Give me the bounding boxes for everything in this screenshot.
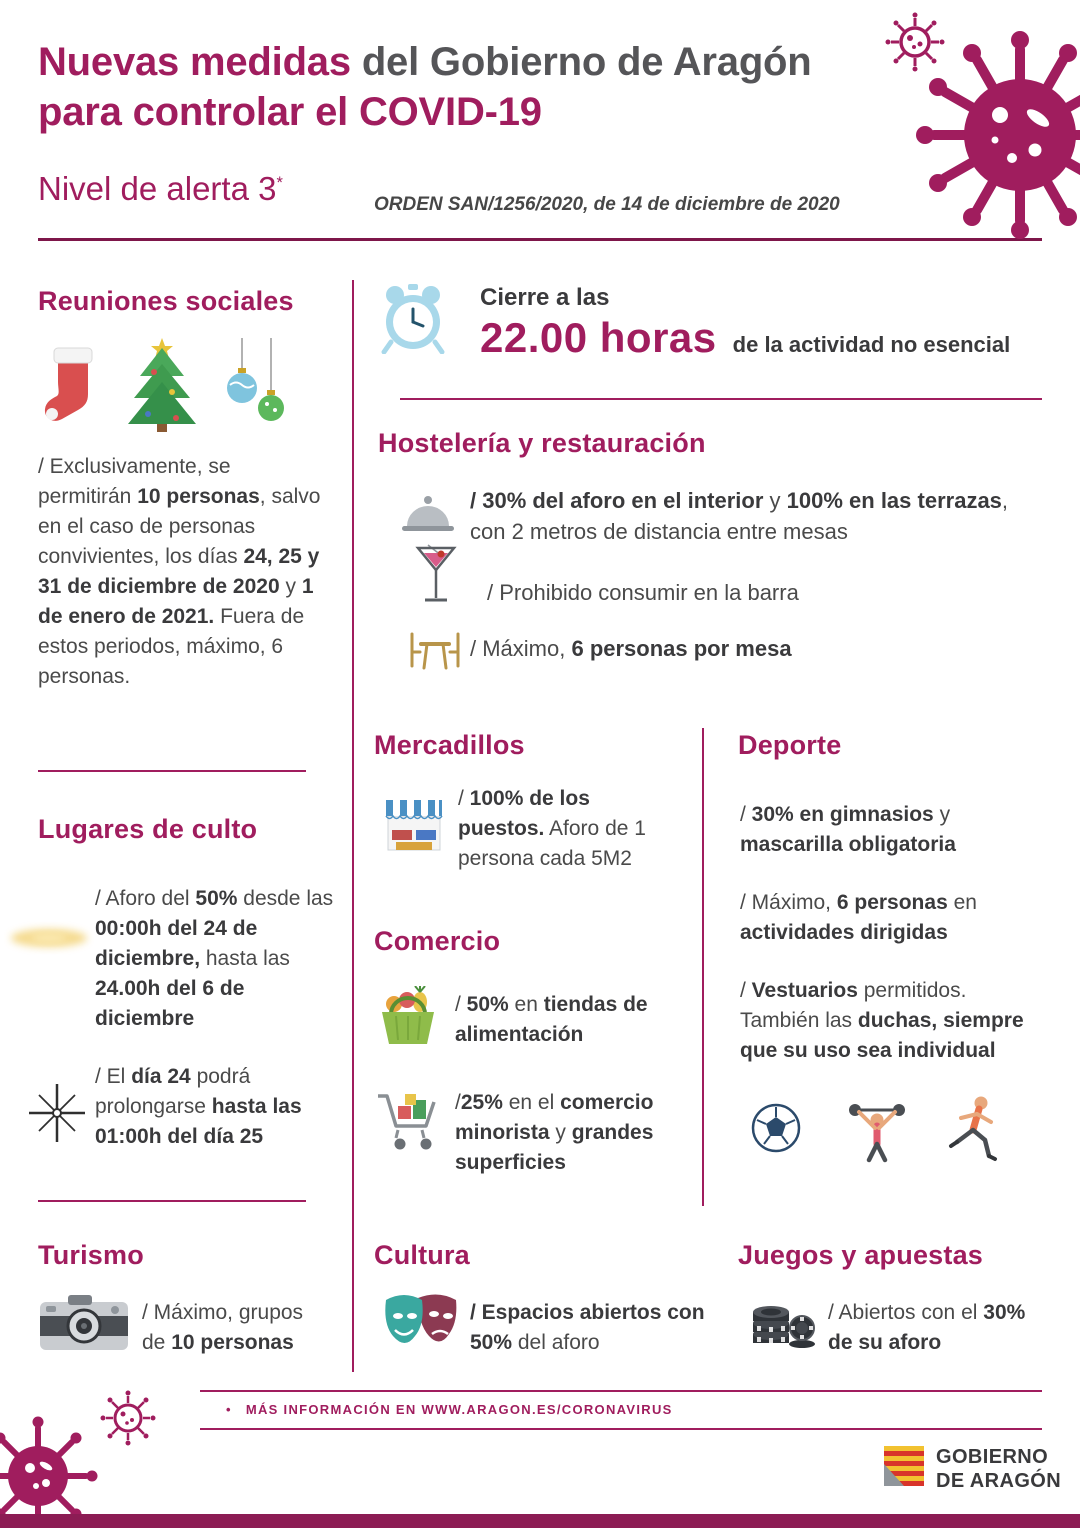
soccer-ball-icon	[750, 1102, 802, 1154]
page-title: Nuevas medidas del Gobierno de Aragón para controlar el COVID-19	[38, 40, 812, 134]
info-prefix: MÁS INFORMACIÓN EN	[245, 1402, 422, 1417]
cultura-text: / Espacios abiertos con 50% del aforo	[470, 1301, 705, 1355]
hosteleria-item-3: / Máximo, 6 personas por mesa	[470, 636, 792, 661]
gov-line-1: GOBIERNO	[936, 1446, 1049, 1468]
closure-time: 22.00 horas	[480, 314, 717, 361]
closure-scope: de la actividad no esencial	[732, 332, 1011, 357]
hosteleria-item-2: / Prohibido consumir en la barra	[487, 580, 799, 605]
market-stall-icon	[382, 792, 446, 854]
closure-block	[480, 284, 1010, 362]
divider	[200, 1428, 1042, 1430]
virus-icon	[880, 0, 1080, 250]
deporte-item-2: / Máximo, 6 personas en actividades dirigidas	[740, 891, 977, 945]
running-icon	[945, 1094, 1001, 1164]
section-heading-mercadillos: Mercadillos	[374, 730, 525, 760]
divider	[400, 398, 1042, 400]
gov-line-2: DE ARAGÓN	[936, 1469, 1062, 1492]
divider	[200, 1390, 1042, 1392]
info-url: WWW.ARAGON.ES/CORONAVIRUS	[421, 1402, 673, 1417]
mercadillos-text: / 100% de los puestos. Aforo de 1 persona cada 5M2	[458, 787, 646, 871]
section-heading-turismo: Turismo	[38, 1240, 144, 1270]
bullet: •	[226, 1402, 232, 1417]
alarm-clock-icon	[378, 282, 448, 354]
deporte-item-3: / Vestuarios permitidos. También las duchas, siempre que su uso sea individual	[740, 979, 1024, 1063]
government-logo-text	[936, 1446, 1061, 1493]
turismo-text: / Máximo, grupos de 10 personas	[142, 1301, 304, 1355]
shopping-cart-icon	[374, 1084, 442, 1156]
culto-item-2: / El día 24 podrá prolongarse hasta las 01:00h del día 25	[95, 1065, 302, 1149]
deporte-items	[740, 800, 1046, 1066]
comercio-item-2: /25% en el comercio minorista y grandes superficies	[455, 1091, 654, 1175]
bottom-bar	[0, 1514, 1080, 1528]
theater-masks-icon	[382, 1292, 462, 1354]
hosteleria-item-1: / 30% del aforo en el interior y 100% en las terrazas, con 2 metros de distancia entre mesas	[470, 488, 1009, 544]
closure-intro: Cierre a las	[480, 284, 610, 311]
deporte-item-1: / 30% en gimnasios y mascarilla obligatoria	[740, 803, 956, 857]
poker-chips-icon	[745, 1290, 815, 1352]
serving-dish-icon	[400, 490, 456, 536]
camera-icon	[38, 1292, 130, 1354]
section-heading-culto: Lugares de culto	[38, 814, 258, 844]
comercio-item-1: / 50% en tiendas de alimentación	[455, 993, 648, 1047]
section-heading-reuniones: Reuniones sociales	[38, 286, 294, 316]
candle-glow-icon	[4, 916, 94, 960]
divider	[38, 1200, 306, 1202]
more-info	[226, 1402, 673, 1417]
section-heading-hosteleria: Hostelería y restauración	[378, 428, 706, 458]
virus-icon	[0, 1388, 170, 1514]
section-heading-deporte: Deporte	[738, 730, 842, 760]
divider	[38, 770, 306, 772]
stocking-icon	[40, 342, 104, 426]
culto-item-1: / Aforo del 50% desde las 00:00h del 24 de diciembre, hasta las 24.00h del 6 de diciembre	[95, 887, 334, 1031]
christmas-tree-icon	[120, 334, 204, 432]
juegos-text: / Abiertos con el 30% de su aforo	[828, 1301, 1026, 1355]
reuniones-text: / Exclusivamente, se permitirán 10 personas, salvo en el caso de personas convivientes, los días 24, 25 y 31 de diciembre de 2020 y 1 de enero de 2021. Fuera de estos periodos, máximo, 6 personas.	[38, 455, 321, 689]
section-heading-comercio: Comercio	[374, 926, 501, 956]
sparkle-star-icon	[26, 1082, 88, 1144]
section-heading-juegos: Juegos y apuestas	[738, 1240, 984, 1270]
alert-level-text: Nivel de alerta 3	[38, 170, 277, 207]
alert-level	[38, 170, 283, 208]
vertical-divider	[352, 280, 354, 1372]
grocery-basket-icon	[376, 986, 440, 1048]
vertical-divider	[702, 728, 704, 1206]
order-reference: ORDEN SAN/1256/2020, de 14 de diciembre de 2020	[374, 194, 840, 215]
table-chairs-icon	[404, 628, 466, 672]
cocktail-glass-icon	[414, 544, 458, 608]
aragon-flag-icon	[882, 1444, 926, 1488]
alert-level-asterisk: *	[276, 174, 283, 192]
section-heading-cultura: Cultura	[374, 1240, 470, 1270]
weightlifting-icon	[845, 1096, 909, 1164]
ornaments-icon	[224, 338, 290, 434]
